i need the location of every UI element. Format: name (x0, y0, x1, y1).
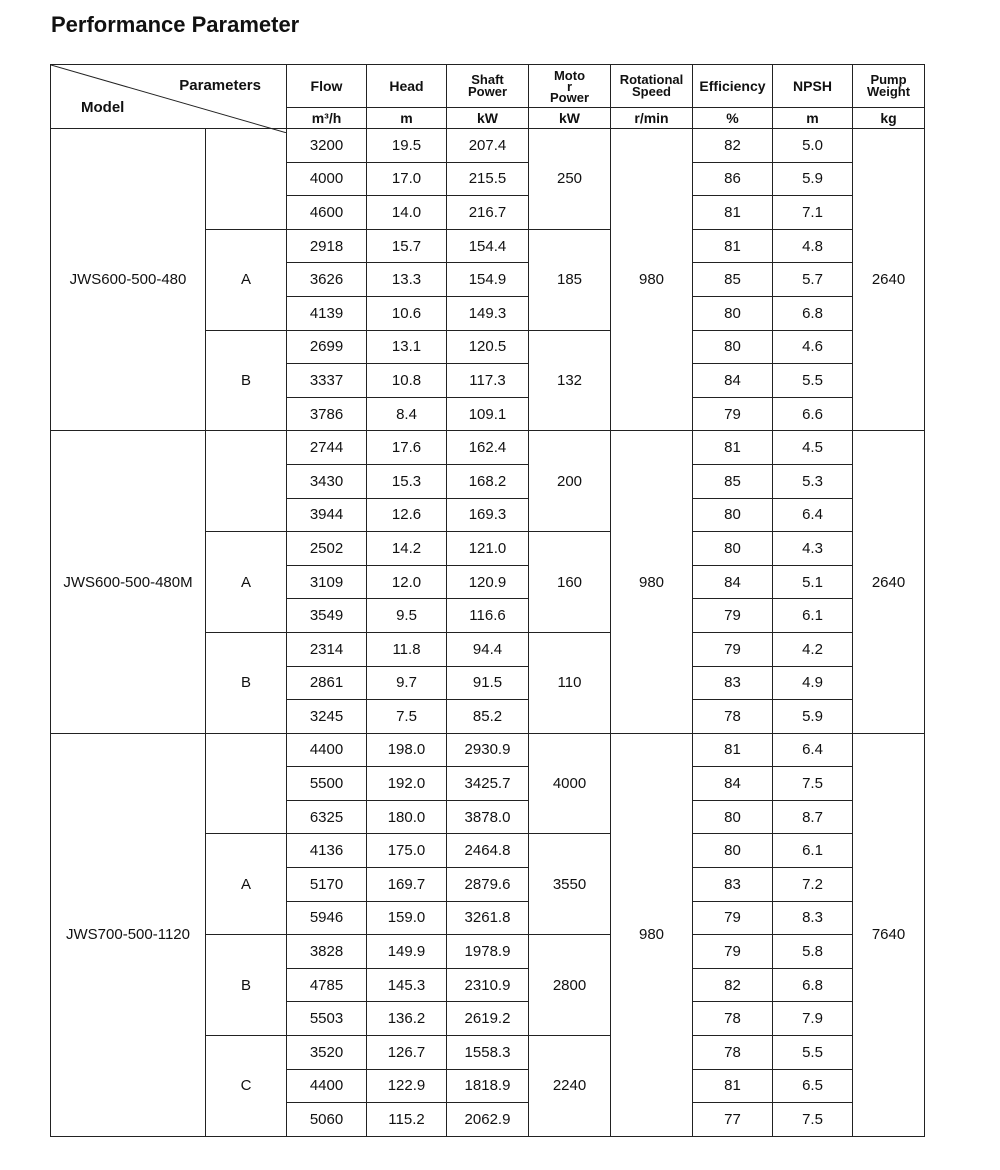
npsh-cell: 6.1 (773, 599, 853, 633)
flow-cell: 3109 (287, 565, 367, 599)
header-corner (51, 65, 287, 129)
efficiency-cell: 83 (693, 868, 773, 902)
flow-cell: 3549 (287, 599, 367, 633)
head-cell: 13.1 (367, 330, 447, 364)
flow-cell: 3828 (287, 935, 367, 969)
flow-cell: 2502 (287, 532, 367, 566)
npsh-cell: 7.5 (773, 767, 853, 801)
npsh-cell: 4.5 (773, 431, 853, 465)
shaft-power-cell: 3261.8 (447, 901, 529, 935)
efficiency-cell: 84 (693, 565, 773, 599)
npsh-cell: 7.1 (773, 196, 853, 230)
npsh-cell: 6.4 (773, 498, 853, 532)
head-cell: 14.0 (367, 196, 447, 230)
shaft-power-cell: 91.5 (447, 666, 529, 700)
head-cell: 7.5 (367, 700, 447, 734)
efficiency-cell: 80 (693, 330, 773, 364)
flow-cell: 3520 (287, 1036, 367, 1070)
shaft-power-cell: 120.5 (447, 330, 529, 364)
efficiency-cell: 81 (693, 196, 773, 230)
efficiency-cell: 80 (693, 834, 773, 868)
efficiency-cell: 77 (693, 1103, 773, 1137)
head-cell: 12.6 (367, 498, 447, 532)
table-row (51, 129, 925, 163)
npsh-cell: 4.9 (773, 666, 853, 700)
head-cell: 192.0 (367, 767, 447, 801)
col-header-shaft-power: Shaft Power (447, 65, 529, 108)
head-cell: 159.0 (367, 901, 447, 935)
unit-shaft-power: kW (447, 108, 529, 129)
motor-power-cell: 160 (529, 532, 611, 633)
shaft-power-cell: 1818.9 (447, 1069, 529, 1103)
pump-weight-cell: 7640 (853, 733, 925, 1136)
variant-cell: B (206, 632, 287, 733)
head-cell: 145.3 (367, 968, 447, 1002)
motor-power-cell: 185 (529, 229, 611, 330)
flow-cell: 3200 (287, 129, 367, 163)
flow-cell: 2699 (287, 330, 367, 364)
variant-cell: C (206, 1036, 287, 1137)
shaft-power-cell: 2062.9 (447, 1103, 529, 1137)
efficiency-cell: 82 (693, 968, 773, 1002)
efficiency-cell: 79 (693, 632, 773, 666)
model-label: Model (81, 99, 125, 116)
head-cell: 136.2 (367, 1002, 447, 1036)
npsh-cell: 4.3 (773, 532, 853, 566)
unit-pump-weight: kg (853, 108, 925, 129)
page-title: Performance Parameter (51, 12, 300, 37)
flow-cell: 4785 (287, 968, 367, 1002)
flow-cell: 4136 (287, 834, 367, 868)
flow-cell: 4600 (287, 196, 367, 230)
efficiency-cell: 80 (693, 296, 773, 330)
shaft-power-cell: 3878.0 (447, 800, 529, 834)
shaft-power-cell: 2619.2 (447, 1002, 529, 1036)
model-name: JWS600-500-480M (51, 431, 206, 733)
shaft-power-cell: 94.4 (447, 632, 529, 666)
npsh-cell: 5.1 (773, 565, 853, 599)
shaft-power-cell: 154.9 (447, 263, 529, 297)
head-cell: 8.4 (367, 397, 447, 431)
model-name: JWS600-500-480 (51, 129, 206, 431)
npsh-cell: 5.8 (773, 935, 853, 969)
unit-npsh: m (773, 108, 853, 129)
shaft-power-cell: 207.4 (447, 129, 529, 163)
efficiency-cell: 81 (693, 733, 773, 767)
head-cell: 10.6 (367, 296, 447, 330)
motor-power-cell: 4000 (529, 733, 611, 834)
table-body (51, 129, 925, 1137)
npsh-cell: 6.8 (773, 296, 853, 330)
head-cell: 126.7 (367, 1036, 447, 1070)
efficiency-cell: 82 (693, 129, 773, 163)
npsh-cell: 5.7 (773, 263, 853, 297)
efficiency-cell: 84 (693, 364, 773, 398)
col-header-efficiency: Efficiency (693, 65, 773, 108)
flow-cell: 4139 (287, 296, 367, 330)
head-cell: 17.6 (367, 431, 447, 465)
unit-flow: m³/h (287, 108, 367, 129)
head-cell: 15.7 (367, 229, 447, 263)
npsh-cell: 4.8 (773, 229, 853, 263)
efficiency-cell: 81 (693, 431, 773, 465)
table-row (51, 431, 925, 465)
npsh-cell: 6.1 (773, 834, 853, 868)
flow-cell: 6325 (287, 800, 367, 834)
npsh-cell: 6.8 (773, 968, 853, 1002)
efficiency-cell: 80 (693, 800, 773, 834)
npsh-cell: 4.2 (773, 632, 853, 666)
efficiency-cell: 78 (693, 1002, 773, 1036)
table-row (51, 733, 925, 767)
unit-head: m (367, 108, 447, 129)
motor-power-cell: 110 (529, 632, 611, 733)
flow-cell: 4000 (287, 162, 367, 196)
col-header-head: Head (367, 65, 447, 108)
flow-cell: 2314 (287, 632, 367, 666)
npsh-cell: 8.7 (773, 800, 853, 834)
head-cell: 169.7 (367, 868, 447, 902)
shaft-power-cell: 2930.9 (447, 733, 529, 767)
performance-table (50, 64, 925, 1137)
head-cell: 122.9 (367, 1069, 447, 1103)
pump-weight-cell: 2640 (853, 431, 925, 733)
variant-cell (206, 129, 287, 230)
col-header-motor-power: Moto r Power (529, 65, 611, 108)
head-cell: 15.3 (367, 464, 447, 498)
flow-cell: 5170 (287, 868, 367, 902)
flow-cell: 5060 (287, 1103, 367, 1137)
efficiency-cell: 79 (693, 935, 773, 969)
shaft-power-cell: 120.9 (447, 565, 529, 599)
flow-cell: 3626 (287, 263, 367, 297)
npsh-cell: 8.3 (773, 901, 853, 935)
npsh-cell: 5.5 (773, 1036, 853, 1070)
col-header-rotational-speed: Rotational Speed (611, 65, 693, 108)
shaft-power-cell: 109.1 (447, 397, 529, 431)
pump-weight-cell: 2640 (853, 129, 925, 431)
npsh-cell: 7.2 (773, 868, 853, 902)
flow-cell: 4400 (287, 733, 367, 767)
model-name: JWS700-500-1120 (51, 733, 206, 1136)
head-cell: 12.0 (367, 565, 447, 599)
head-cell: 13.3 (367, 263, 447, 297)
npsh-cell: 7.5 (773, 1103, 853, 1137)
shaft-power-cell: 216.7 (447, 196, 529, 230)
shaft-power-cell: 2310.9 (447, 968, 529, 1002)
npsh-cell: 5.9 (773, 162, 853, 196)
efficiency-cell: 85 (693, 263, 773, 297)
npsh-cell: 4.6 (773, 330, 853, 364)
npsh-cell: 5.0 (773, 129, 853, 163)
unit-efficiency: % (693, 108, 773, 129)
variant-cell: A (206, 834, 287, 935)
motor-power-cell: 250 (529, 129, 611, 230)
shaft-power-cell: 215.5 (447, 162, 529, 196)
shaft-power-cell: 85.2 (447, 700, 529, 734)
head-cell: 149.9 (367, 935, 447, 969)
shaft-power-cell: 154.4 (447, 229, 529, 263)
head-cell: 19.5 (367, 129, 447, 163)
shaft-power-cell: 2879.6 (447, 868, 529, 902)
unit-motor-power: kW (529, 108, 611, 129)
shaft-power-cell: 149.3 (447, 296, 529, 330)
head-cell: 180.0 (367, 800, 447, 834)
flow-cell: 4400 (287, 1069, 367, 1103)
shaft-power-cell: 1558.3 (447, 1036, 529, 1070)
motor-power-cell: 2800 (529, 935, 611, 1036)
efficiency-cell: 81 (693, 1069, 773, 1103)
efficiency-cell: 78 (693, 1036, 773, 1070)
head-cell: 198.0 (367, 733, 447, 767)
npsh-cell: 7.9 (773, 1002, 853, 1036)
efficiency-cell: 84 (693, 767, 773, 801)
motor-power-cell: 132 (529, 330, 611, 431)
npsh-cell: 6.6 (773, 397, 853, 431)
shaft-power-cell: 116.6 (447, 599, 529, 633)
efficiency-cell: 79 (693, 397, 773, 431)
npsh-cell: 6.4 (773, 733, 853, 767)
flow-cell: 3337 (287, 364, 367, 398)
head-cell: 11.8 (367, 632, 447, 666)
rotational-speed-cell: 980 (611, 431, 693, 733)
variant-cell: A (206, 229, 287, 330)
variant-cell (206, 733, 287, 834)
head-cell: 9.5 (367, 599, 447, 633)
efficiency-cell: 78 (693, 700, 773, 734)
shaft-power-cell: 1978.9 (447, 935, 529, 969)
flow-cell: 3786 (287, 397, 367, 431)
npsh-cell: 6.5 (773, 1069, 853, 1103)
motor-power-cell: 3550 (529, 834, 611, 935)
efficiency-cell: 85 (693, 464, 773, 498)
efficiency-cell: 81 (693, 229, 773, 263)
efficiency-cell: 79 (693, 901, 773, 935)
head-cell: 9.7 (367, 666, 447, 700)
variant-cell: B (206, 935, 287, 1036)
head-cell: 10.8 (367, 364, 447, 398)
col-header-npsh: NPSH (773, 65, 853, 108)
shaft-power-cell: 121.0 (447, 532, 529, 566)
shaft-power-cell: 2464.8 (447, 834, 529, 868)
efficiency-cell: 86 (693, 162, 773, 196)
shaft-power-cell: 117.3 (447, 364, 529, 398)
motor-power-cell: 200 (529, 431, 611, 532)
flow-cell: 5500 (287, 767, 367, 801)
efficiency-cell: 79 (693, 599, 773, 633)
head-cell: 17.0 (367, 162, 447, 196)
flow-cell: 3430 (287, 464, 367, 498)
variant-cell (206, 431, 287, 532)
head-cell: 175.0 (367, 834, 447, 868)
head-cell: 115.2 (367, 1103, 447, 1137)
shaft-power-cell: 162.4 (447, 431, 529, 465)
flow-cell: 2861 (287, 666, 367, 700)
head-cell: 14.2 (367, 532, 447, 566)
rotational-speed-cell: 980 (611, 129, 693, 431)
npsh-cell: 5.3 (773, 464, 853, 498)
flow-cell: 2918 (287, 229, 367, 263)
flow-cell: 3245 (287, 700, 367, 734)
unit-rotational-speed: r/min (611, 108, 693, 129)
flow-cell: 2744 (287, 431, 367, 465)
col-header-pump-weight: Pump Weight (853, 65, 925, 108)
efficiency-cell: 83 (693, 666, 773, 700)
variant-cell: A (206, 532, 287, 633)
efficiency-cell: 80 (693, 498, 773, 532)
flow-cell: 3944 (287, 498, 367, 532)
flow-cell: 5946 (287, 901, 367, 935)
shaft-power-cell: 169.3 (447, 498, 529, 532)
flow-cell: 5503 (287, 1002, 367, 1036)
variant-cell: B (206, 330, 287, 431)
rotational-speed-cell: 980 (611, 733, 693, 1136)
motor-power-cell: 2240 (529, 1036, 611, 1137)
shaft-power-cell: 168.2 (447, 464, 529, 498)
parameters-label: Parameters (179, 77, 261, 94)
npsh-cell: 5.9 (773, 700, 853, 734)
npsh-cell: 5.5 (773, 364, 853, 398)
shaft-power-cell: 3425.7 (447, 767, 529, 801)
efficiency-cell: 80 (693, 532, 773, 566)
col-header-flow: Flow (287, 65, 367, 108)
